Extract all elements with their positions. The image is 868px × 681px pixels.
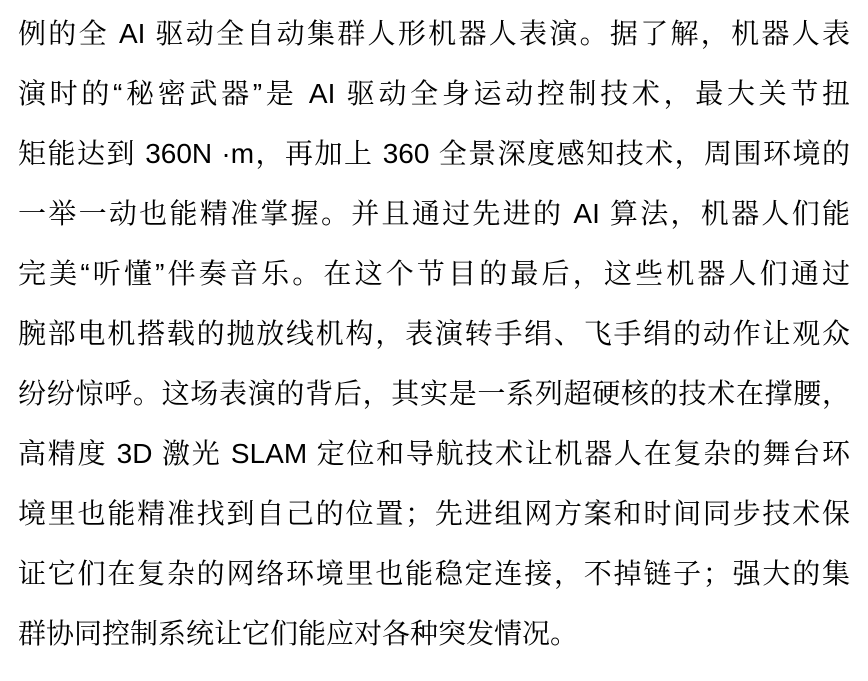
text-line-9: 境里也能精准找到自己的位置；先进组网方案和时间同步技术保 — [18, 498, 850, 529]
paragraph-text — [18, 4, 850, 664]
text-line-11: 群协同控制系统让它们能应对各种突发情况。 — [18, 618, 579, 649]
text-line-1: 例的全 AI 驱动全自动集群人形机器人表演。据了解，机器人表 — [18, 18, 850, 49]
text-line-10: 证它们在复杂的网络环境里也能稳定连接，不掉链子；强大的集 — [18, 558, 850, 589]
text-line-3: 矩能达到 360N ·m，再加上 360 全景深度感知技术，周围环境的 — [18, 138, 850, 169]
text-line-2: 演时的“秘密武器”是 AI 驱动全身运动控制技术，最大关节扭 — [18, 78, 850, 109]
text-line-6: 腕部电机搭载的抛放线机构，表演转手绢、飞手绢的动作让观众 — [18, 318, 850, 349]
text-line-5: 完美“听懂”伴奏音乐。在这个节目的最后，这些机器人们通过 — [18, 258, 850, 289]
text-line-8: 高精度 3D 激光 SLAM 定位和导航技术让机器人在复杂的舞台环 — [18, 438, 850, 469]
text-line-4: 一举一动也能精准掌握。并且通过先进的 AI 算法，机器人们能 — [18, 198, 850, 229]
text-line-7: 纷纷惊呼。这场表演的背后，其实是一系列超硬核的技术在撑腰， — [18, 378, 850, 409]
